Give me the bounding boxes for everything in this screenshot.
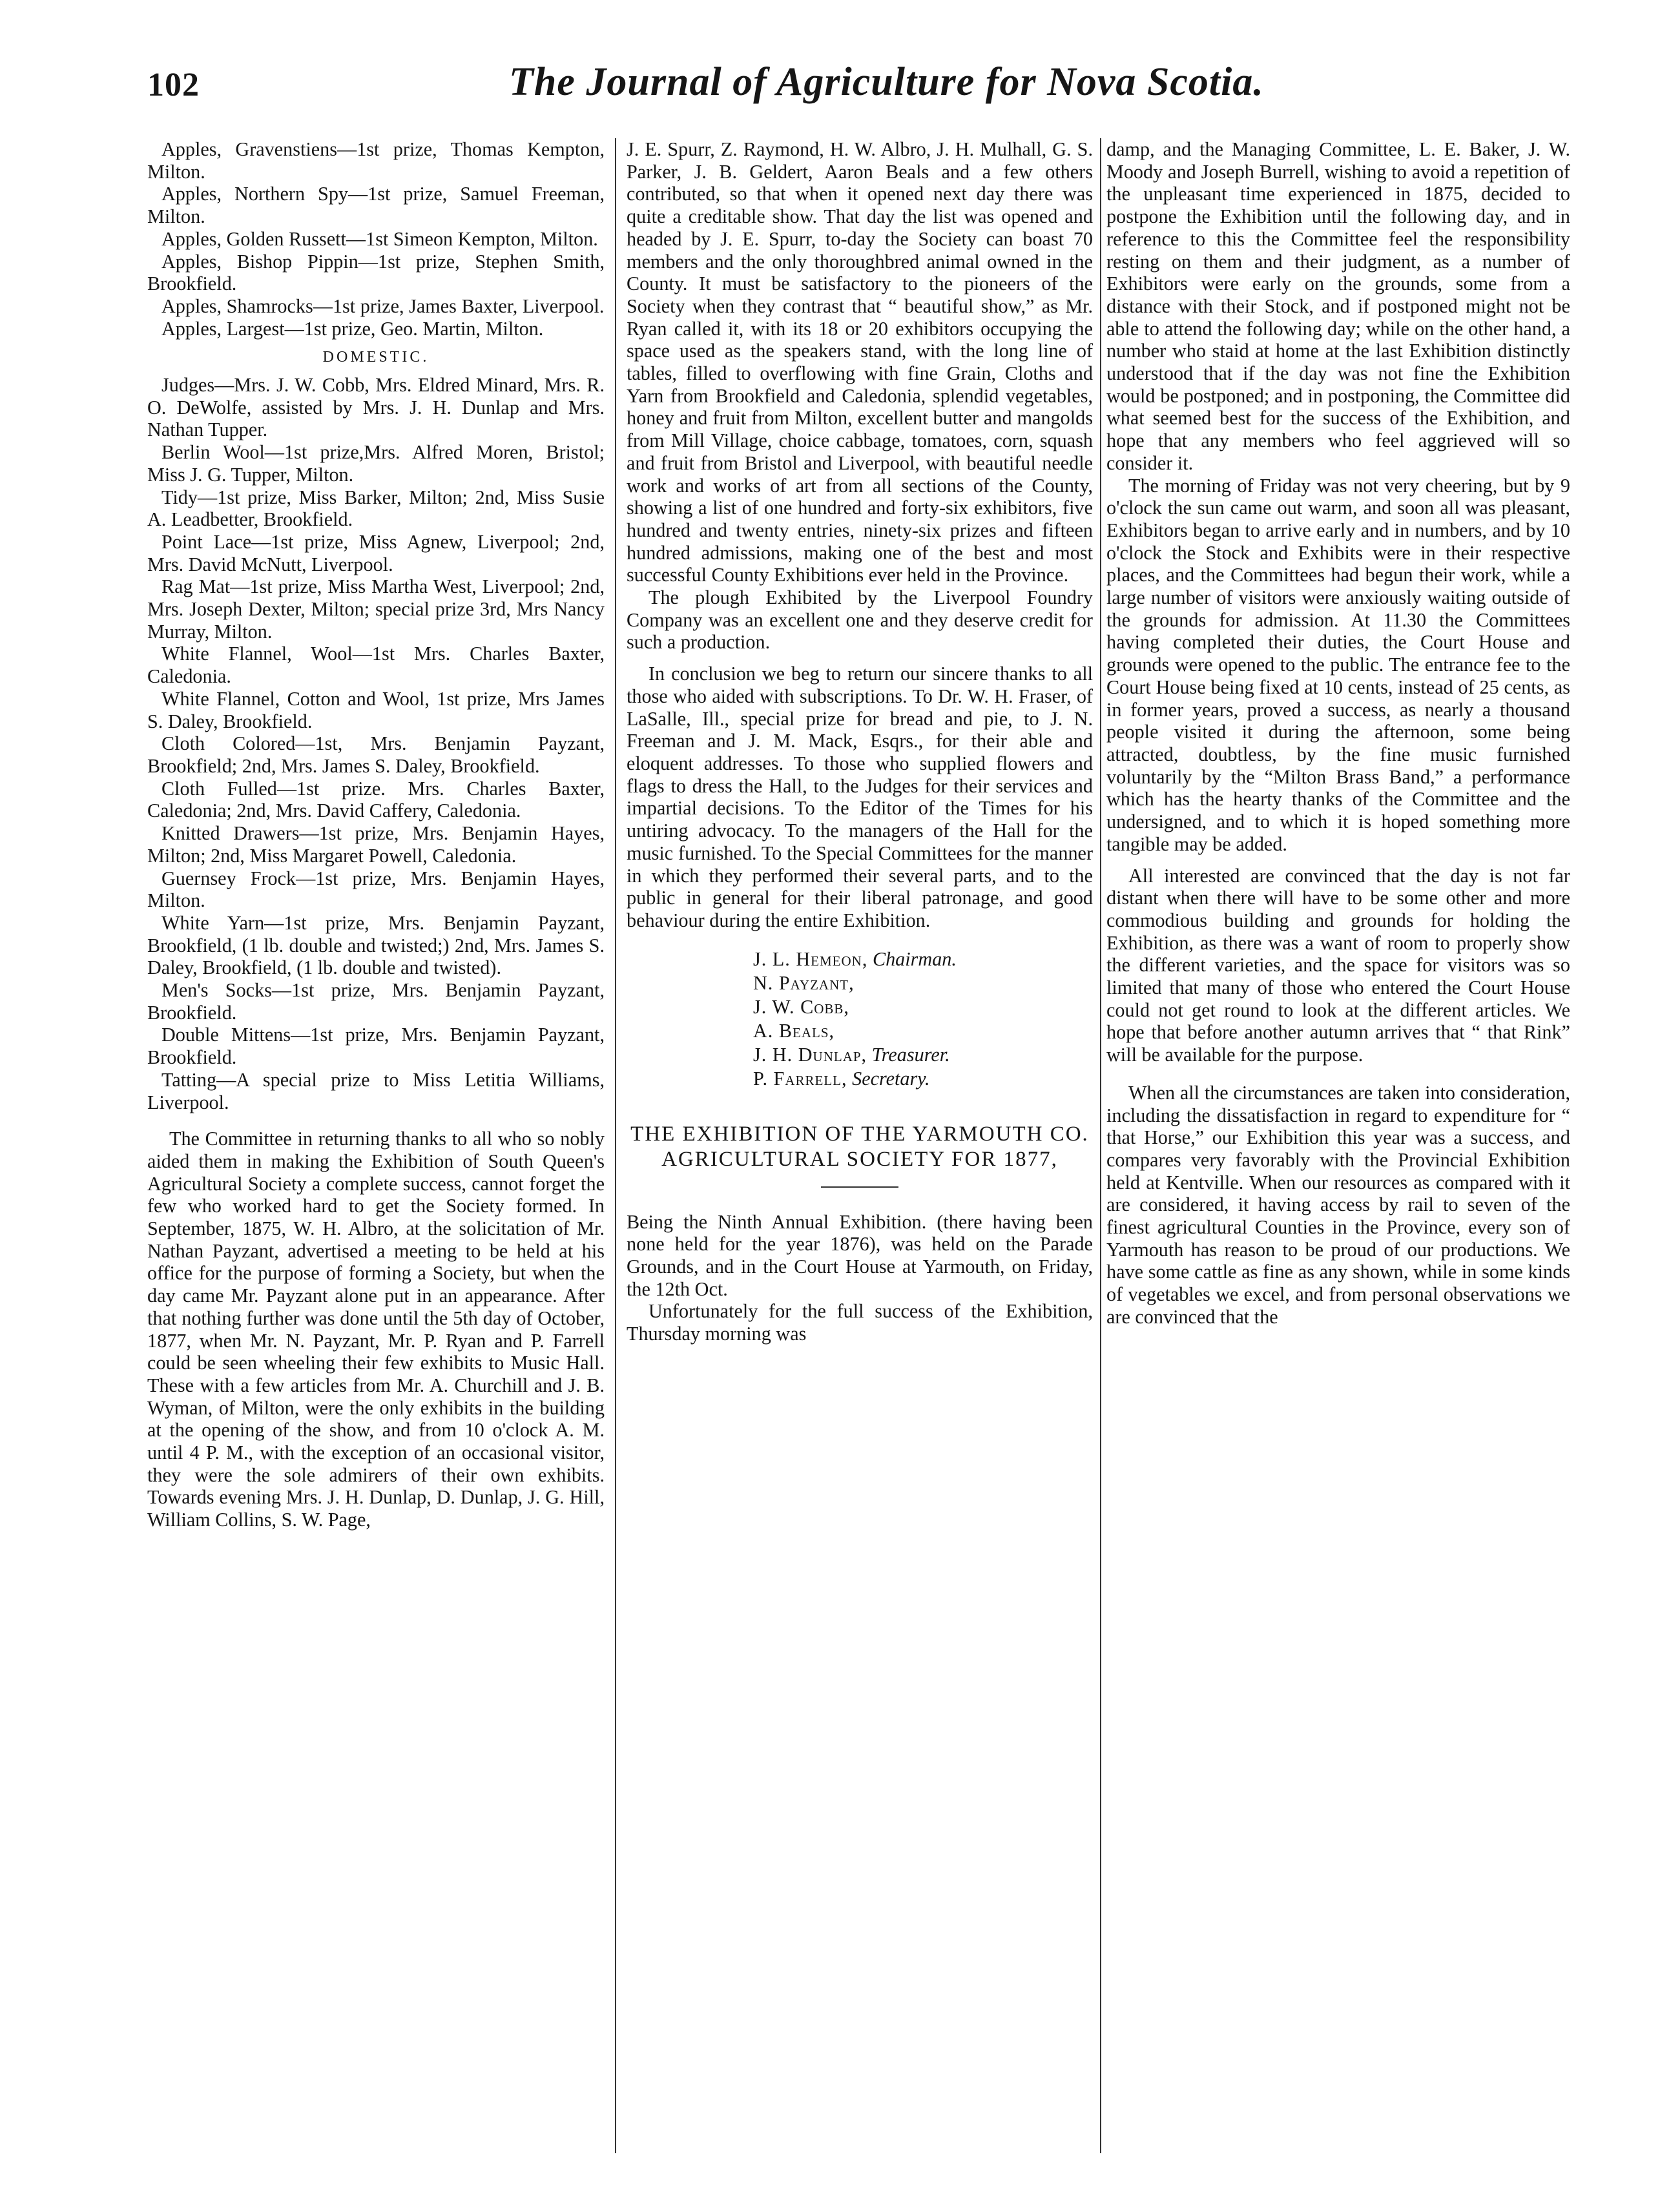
body-paragraph: The morning of Friday was not very cheering, but by 9 o'clock the sun came out warm, and soon all was pleasant, Exhibitors began to arrive early and in numbers, and by 10 o'clock the Stock and Exhibits were in their respective places, and the Committees had begun their work, while a large number of visitors were anxiously waiting outside of the grounds for admission. At 11.30 the Committees having completed their duties, the Court House and grounds were opened to the public. The entrance fee to the Court House being fixed at 10 cents, instead of 25 cents, as in former years, proved a success, as nearly a thousand people visited it during the afternoon, some being attracted, doubtless, by the fine music furnished voluntarily by the “Milton Brass Band,” a performance which has the hearty thanks of the Committee and the undersigned, and to which it is hoped something more tangible may be added. xyxy=(1106,474,1570,855)
signatory-role: Chairman. xyxy=(872,947,957,970)
signatory-name: J. L. Hemeon, xyxy=(753,947,868,970)
prize-entry: White Flannel, Cotton and Wool, 1st prize, Mrs James S. Daley, Brookfield. xyxy=(147,687,605,732)
prize-entry: Rag Mat—1st prize, Miss Martha West, Liverpool; 2nd, Mrs. Joseph Dexter, Milton; special prize 3rd, Mrs Nancy Murray, Milton. xyxy=(147,575,605,643)
prize-entry: Judges—Mrs. J. W. Cobb, Mrs. Eldred Minard, Mrs. R. O. DeWolfe, assisted by Mrs. J. H. Dunlap and Mrs. Nathan Tupper. xyxy=(147,374,605,441)
signatory-name: J. H. Dunlap, xyxy=(753,1043,867,1066)
column-middle xyxy=(627,138,1093,2160)
column-right xyxy=(1106,138,1570,2160)
signatory-name: J. W. Cobb, xyxy=(753,995,849,1018)
prize-entry: Cloth Fulled—1st prize. Mrs. Charles Baxter, Caledonia; 2nd, Mrs. David Caffery, Caledonia. xyxy=(147,777,605,822)
prize-entry: Apples, Northern Spy—1st prize, Samuel Freeman, Milton. xyxy=(147,183,605,228)
title-rule xyxy=(821,1186,898,1188)
prize-entry: Guernsey Frock—1st prize, Mrs. Benjamin Hayes, Milton. xyxy=(147,867,605,912)
prize-entry: Berlin Wool—1st prize,Mrs. Alfred Moren, Bristol; Miss J. G. Tupper, Milton. xyxy=(147,441,605,486)
body-paragraph: When all the circumstances are taken into consideration, including the dissatisfaction in regard to expenditure for “ that Horse,” our Exhibition this year was a success, and compares very favorably with the Provincial Exhibition held at Kentville. When our resources as compared with it are considered, it having access by rail to seven of the finest agricultural Counties in the Province, every son of Yarmouth has reason to be proud of our productions. We have some cattle as fine as any shown, while in some kinds of vegetables we excel, and from personal observations we are convinced that the xyxy=(1106,1081,1570,1328)
body-paragraph: J. E. Spurr, Z. Raymond, H. W. Albro, J. H. Mulhall, G. S. Parker, J. B. Geldert, Aaron Beals and a few others contributed, so that when it opened next day there was quite a creditable show. That day the list was opened and headed by J. E. Spurr, to-day the Society can boast 70 members and the only thoroughbred animal owned in the County. It must be satisfactory to the pioneers of the Society when they contrast that “ beautiful show,” as Mr. Ryan called it, with its 18 or 20 exhibitors occupying the space used as the speakers stand, with the long line of tables, filled to overflowing with fine Grain, Cloths and Yarn from Brookfield and Caledonia, splendid vegetables, honey and fruit from Milton, excellent butter and mangolds from Mill Village, choice cabbage, tomatoes, corn, squash and fruit from Bristol and Liverpool, with beautiful needle work and works of art from all sections of the County, showing a list of one hundred and forty-six exhibitors, five hundred and twenty entries, ninety-six prizes and fifteen hundred admissions, making one of the best and most successful County Exhibitions ever held in the Province. xyxy=(627,138,1093,586)
body-paragraph: In conclusion we beg to return our sincere thanks to all those who aided with subscriptions. To Dr. W. H. Fraser, of LaSalle, Ill., special prize for bread and pie, to J. N. Freeman and J. M. Mack, Esqrs., for their able and eloquent addresses. To those who supplied flowers and flags to dress the Hall, to the Judges for their services and impartial decisions. To the Editor of the Times for his untiring advocacy. To the managers of the Hall for the music furnished. To the Special Committees for the manner in which they performed their several parts, and to the public in general for their liberal patronage, and good behaviour during the entire Exhibition. xyxy=(627,663,1093,931)
prize-entry: Point Lace—1st prize, Miss Agnew, Liverpool; 2nd, Mrs. David McNutt, Liverpool. xyxy=(147,530,605,575)
prize-entry: Apples, Largest—1st prize, Geo. Martin, Milton. xyxy=(161,317,544,340)
domestic-heading: DOMESTIC. xyxy=(322,349,430,366)
page-header xyxy=(147,56,1601,127)
column-left xyxy=(147,138,605,2160)
column-divider xyxy=(1100,138,1101,2153)
signature-line xyxy=(627,1043,1093,1067)
signatory-name: A. Beals, xyxy=(753,1019,835,1042)
body-paragraph: The plough Exhibited by the Liverpool Foundry Company was an excellent one and they deserve credit for such a production. xyxy=(627,586,1093,654)
column-divider xyxy=(615,138,616,2153)
prize-entry: White Yarn—1st prize, Mrs. Benjamin Payzant, Brookfield, (1 lb. double and twisted;) 2nd, Mrs. James S. Daley, Brookfield, (1 lb. double and twisted). xyxy=(147,911,605,979)
article-title: THE EXHIBITION OF THE YARMOUTH CO. AGRICULTURAL SOCIETY FOR 1877, xyxy=(630,1122,1089,1171)
body-paragraph: All interested are convinced that the day is not far distant when there will have to be some other and more commodious building and grounds for holding the Exhibition, as there was a want of room to properly show the different varieties, and the space for visitors was so limited that many of those who entered the Court House could not get round to look at the different articles. We hope that before another autumn arrives that “ that Rink” will be available for the purpose. xyxy=(1106,864,1570,1066)
signatory-role: Secretary. xyxy=(852,1067,930,1090)
body-paragraph: Being the Ninth Annual Exhibition. (there having been none held for the year 1876), was held on the Parade Grounds, and in the Court House at Yarmouth, on Friday, the 12th Oct. xyxy=(627,1210,1093,1300)
signatory-name: P. Farrell, xyxy=(753,1067,847,1090)
signature-line xyxy=(627,947,1093,971)
signatory-name: N. Payzant, xyxy=(753,971,855,994)
page-number: 102 xyxy=(147,67,200,103)
committee-thanks-paragraph: The Committee in returning thanks to all who so nobly aided them in making the Exhibition of South Queen's Agricultural Society a complete success, cannot forget the few who worked hard to get the Society formed. In September, 1875, W. H. Albro, at the solicitation of Mr. Nathan Payzant, advertised a meeting to be held at his office for the purpose of forming a Society, but when the day came Mr. Payzant alone put in an appearance. After that nothing further was done until the 5th day of October, 1877, when Mr. N. Payzant, Mr. P. Ryan and P. Farrell could be seen wheeling their few exhibits to Music Hall. These with a few articles from Mr. A. Churchill and J. B. Wyman, of Milton, were the only exhibits in the building at the opening of the show, and from 10 o'clock A. M. until 4 P. M., with the exception of an occasional visitor, they were the sole admirers of their own exhibits. Towards evening Mrs. J. H. Dunlap, D. Dunlap, J. G. Hill, William Collins, S. W. Page, xyxy=(147,1128,605,1531)
prize-entry: Apples, Gravenstiens—1st prize, Thomas Kempton, Milton. xyxy=(147,138,605,183)
prize-entry: Men's Socks—1st prize, Mrs. Benjamin Payzant, Brookfield. xyxy=(147,979,605,1024)
signature-line xyxy=(627,995,1093,1019)
journal-title: The Journal of Agriculture for Nova Scotia. xyxy=(509,60,1264,104)
prize-entry: Tidy—1st prize, Miss Barker, Milton; 2nd, Miss Susie A. Leadbetter, Brookfield. xyxy=(147,486,605,531)
prize-entry: Apples, Shamrocks—1st prize, James Baxter, Liverpool. xyxy=(161,295,605,317)
prize-entry: Knitted Drawers—1st prize, Mrs. Benjamin Hayes, Milton; 2nd, Miss Margaret Powell, Caledonia. xyxy=(147,822,605,867)
prize-entry: Double Mittens—1st prize, Mrs. Benjamin Payzant, Brookfield. xyxy=(147,1024,605,1069)
prize-entry: Apples, Golden Russett—1st Simeon Kempton, Milton. xyxy=(161,227,598,250)
body-paragraph: Unfortunately for the full success of the Exhibition, Thursday morning was xyxy=(627,1300,1093,1345)
signature-line xyxy=(627,971,1093,995)
signature-line xyxy=(627,1019,1093,1043)
signatory-role: Treasurer. xyxy=(871,1043,950,1066)
body-paragraph: damp, and the Managing Committee, L. E. Baker, J. W. Moody and Joseph Burrell, wishing to avoid a repetition of the unpleasant time experienced in 1875, decided to postpone the Exhibition until the following day, and in reference to this the Committee feel the responsibility resting on them and their judgment, as a number of Exhibitors were early on the grounds, some from a distance with their Stock, and if postponed might not be able to attend the following day; while on the other hand, a number who staid at home at the last Exhibition distinctly understood that if the day was not fine the Exhibition would be postponed; and in postponing, the Committee did what seemed best for the success of the Exhibition, and hope that any members who feel aggrieved will so consider it. xyxy=(1106,138,1570,474)
prize-entry: Cloth Colored—1st, Mrs. Benjamin Payzant, Brookfield; 2nd, Mrs. James S. Daley, Brookfield. xyxy=(147,732,605,777)
signature-line xyxy=(627,1067,1093,1091)
prize-entry: Apples, Bishop Pippin—1st prize, Stephen Smith, Brookfield. xyxy=(147,250,605,295)
prize-entry: White Flannel, Wool—1st Mrs. Charles Baxter, Caledonia. xyxy=(147,643,605,688)
prize-entry: Tatting—A special prize to Miss Letitia Williams, Liverpool. xyxy=(147,1068,605,1113)
